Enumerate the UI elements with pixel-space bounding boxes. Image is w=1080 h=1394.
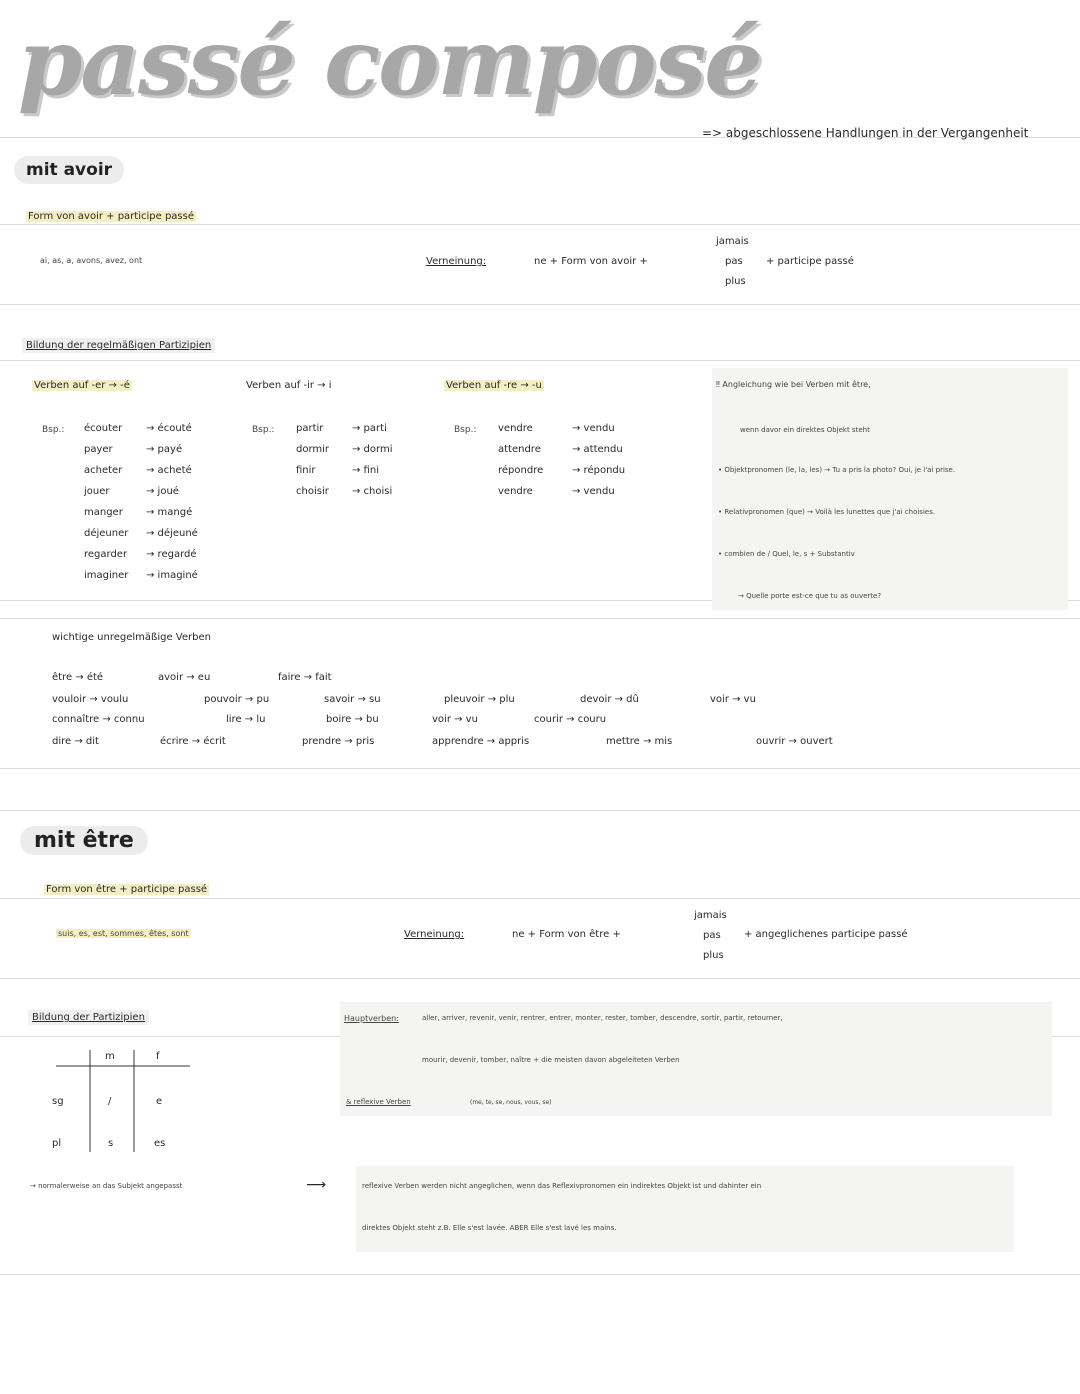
list-item: → joué bbox=[146, 486, 179, 497]
irregular-item: courir → couru bbox=[534, 714, 607, 725]
table-header-f: f bbox=[156, 1051, 160, 1062]
agreement-note-line: → Quelle porte est-ce que tu as ouverte? bbox=[738, 592, 882, 600]
agreement-note-line: • Relativpronomen (que) → Voilà les lunettes que j'ai choisies. bbox=[718, 508, 936, 516]
list-item: jouer bbox=[84, 486, 110, 497]
ir-participles bbox=[352, 418, 392, 502]
list-item: → attendu bbox=[572, 444, 623, 455]
reflexive-note-line: direktes Objekt steht z.B. Elle s'est lavée. ABER Elle s'est lavé les mains. bbox=[362, 1224, 617, 1232]
avoir-negation-tail: + participe passé bbox=[766, 256, 854, 267]
list-item: manger bbox=[84, 507, 123, 518]
list-item: dormir bbox=[296, 444, 330, 455]
list-item: attendre bbox=[498, 444, 541, 455]
irregular-item: voir → vu bbox=[710, 694, 756, 705]
list-item: payer bbox=[84, 444, 113, 455]
list-item: vendre bbox=[498, 423, 533, 434]
avoir-forms: ai, as, a, avons, avez, ont bbox=[40, 256, 143, 265]
page-title: passé composé bbox=[18, 8, 761, 116]
irregular-item: mettre → mis bbox=[606, 736, 673, 747]
irregular-item: être → été bbox=[52, 672, 104, 683]
negation-word: plus bbox=[703, 950, 724, 961]
avoir-negation-words bbox=[716, 232, 749, 292]
etre-negation-tail: + angeglichenes participe passé bbox=[744, 929, 908, 940]
list-item: regarder bbox=[84, 549, 128, 560]
avoir-negation-label: Verneinung: bbox=[426, 256, 487, 267]
re-rule bbox=[444, 380, 544, 391]
irregular-item: dire → dit bbox=[52, 736, 99, 747]
negation-word: plus bbox=[725, 276, 746, 287]
reflexive-note-line: reflexive Verben werden nicht angeglichen, wenn das Reflexivpronomen ein indirektes Objekt ist und dahinter ein bbox=[362, 1182, 762, 1190]
list-item: → imaginé bbox=[146, 570, 198, 581]
avoir-formula bbox=[26, 211, 196, 222]
list-item: imaginer bbox=[84, 570, 129, 581]
hauptverben-line: aller, arriver, revenir, venir, rentrer, entrer, monter, rester, tomber, descendre, sortir, partir, retourner, bbox=[422, 1014, 783, 1022]
etre-heading: mit être bbox=[20, 826, 148, 855]
list-item: → payé bbox=[146, 444, 183, 455]
irregular-item: vouloir → voulu bbox=[52, 694, 129, 705]
agreement-note-line: • Objektpronomen (le, la, les) → Tu a pris la photo? Oui, je l'ai prise. bbox=[718, 466, 956, 474]
irregular-item: boire → bu bbox=[326, 714, 379, 725]
er-rule-text: Verben auf -er → -é bbox=[34, 380, 130, 391]
etre-negation-words bbox=[694, 906, 727, 966]
list-item: répondre bbox=[498, 465, 544, 476]
etre-negation-formula: ne + Form von être + bbox=[512, 929, 621, 940]
list-item: → déjeuné bbox=[146, 528, 198, 539]
agreement-table-lines bbox=[0, 0, 1, 1]
irregular-heading: wichtige unregelmäßige Verben bbox=[52, 632, 211, 643]
irregular-item: connaître → connu bbox=[52, 714, 145, 725]
avoir-heading: mit avoir bbox=[14, 156, 124, 184]
list-item: acheter bbox=[84, 465, 123, 476]
arrow-icon: ⟶ bbox=[306, 1177, 327, 1193]
table-cell: e bbox=[156, 1096, 163, 1107]
ir-bsp: Bsp.: bbox=[252, 425, 275, 435]
negation-word: pas bbox=[725, 256, 743, 267]
agreement-note-box bbox=[712, 368, 1068, 610]
negation-word: jamais bbox=[694, 910, 727, 921]
etre-formula bbox=[44, 884, 209, 895]
negation-word: pas bbox=[703, 930, 721, 941]
re-participles bbox=[572, 418, 625, 502]
list-item: partir bbox=[296, 423, 324, 434]
regular-heading: Bildung der regelmäßigen Partizipien bbox=[22, 338, 215, 353]
list-item: → vendu bbox=[572, 423, 615, 434]
page-subtitle: => abgeschlossene Handlungen in der Vergangenheit bbox=[702, 126, 1029, 140]
ir-infinitives bbox=[296, 418, 329, 502]
list-item: → parti bbox=[352, 423, 387, 434]
avoir-negation-formula: ne + Form von avoir + bbox=[534, 256, 648, 267]
re-bsp: Bsp.: bbox=[454, 425, 477, 435]
etre-forms bbox=[56, 929, 191, 938]
irregular-item: lire → lu bbox=[226, 714, 266, 725]
subject-note: → normalerweise an das Subjekt angepasst bbox=[30, 1182, 183, 1190]
irregular-item: avoir → eu bbox=[158, 672, 211, 683]
irregular-item: ouvrir → ouvert bbox=[756, 736, 833, 747]
table-cell: es bbox=[154, 1138, 166, 1149]
irregular-item: prendre → pris bbox=[302, 736, 375, 747]
etre-negation-label: Verneinung: bbox=[404, 929, 465, 940]
list-item: déjeuner bbox=[84, 528, 129, 539]
irregular-item: savoir → su bbox=[324, 694, 381, 705]
reflexive-note-box bbox=[356, 1166, 1014, 1252]
re-rule-text: Verben auf -re → -u bbox=[446, 380, 542, 391]
er-bsp: Bsp.: bbox=[42, 425, 65, 435]
negation-word: jamais bbox=[716, 236, 749, 247]
agreement-note-line: wenn davor ein direktes Objekt steht bbox=[740, 426, 870, 434]
ir-rule: Verben auf -ir → i bbox=[246, 380, 332, 391]
er-rule bbox=[32, 380, 132, 391]
list-item: finir bbox=[296, 465, 316, 476]
avoir-formula-text: Form von avoir + participe passé bbox=[28, 211, 195, 222]
table-cell: s bbox=[108, 1138, 114, 1149]
hauptverben-line: mourir, devenir, tomber, naître + die meisten davon abgeleiteten Verben bbox=[422, 1056, 680, 1064]
list-item: choisir bbox=[296, 486, 329, 497]
irregular-item: faire → fait bbox=[278, 672, 332, 683]
agreement-note-line: • combien de / Quel, le, s + Substantiv bbox=[718, 550, 855, 558]
irregular-item: pleuvoir → plu bbox=[444, 694, 515, 705]
list-item: → écouté bbox=[146, 423, 192, 434]
hauptverben-label: Hauptverben: bbox=[344, 1014, 399, 1023]
reflexive-label: & reflexive Verben bbox=[346, 1098, 411, 1106]
etre-formula-text: Form von être + participe passé bbox=[46, 884, 208, 895]
list-item: → dormi bbox=[352, 444, 393, 455]
table-row-pl: pl bbox=[52, 1138, 62, 1149]
list-item: → acheté bbox=[146, 465, 192, 476]
agreement-note-title: ‼ Angleichung wie bei Verben mit être, bbox=[716, 380, 871, 389]
table-row-sg: sg bbox=[52, 1096, 64, 1107]
er-participles bbox=[146, 418, 198, 586]
list-item: → répondu bbox=[572, 465, 626, 476]
irregular-item: apprendre → appris bbox=[432, 736, 530, 747]
reflexive-pronouns: (me, te, se, nous, vous, se) bbox=[470, 1099, 552, 1106]
list-item: → regardé bbox=[146, 549, 197, 560]
etre-participles-heading: Bildung der Partizipien bbox=[28, 1010, 149, 1025]
er-infinitives bbox=[84, 418, 128, 586]
irregular-item: voir → vu bbox=[432, 714, 478, 725]
table-cell: / bbox=[108, 1096, 112, 1107]
re-infinitives bbox=[498, 418, 543, 502]
list-item: → vendu bbox=[572, 486, 615, 497]
list-item: écouter bbox=[84, 423, 123, 434]
irregular-item: pouvoir → pu bbox=[204, 694, 270, 705]
list-item: vendre bbox=[498, 486, 533, 497]
table-header-m: m bbox=[105, 1051, 115, 1062]
etre-forms-text: suis, es, est, sommes, êtes, sont bbox=[58, 929, 189, 938]
irregular-item: écrire → écrit bbox=[160, 736, 226, 747]
irregular-item: devoir → dû bbox=[580, 694, 639, 705]
list-item: → mangé bbox=[146, 507, 193, 518]
list-item: → choisi bbox=[352, 486, 393, 497]
list-item: → fini bbox=[352, 465, 379, 476]
